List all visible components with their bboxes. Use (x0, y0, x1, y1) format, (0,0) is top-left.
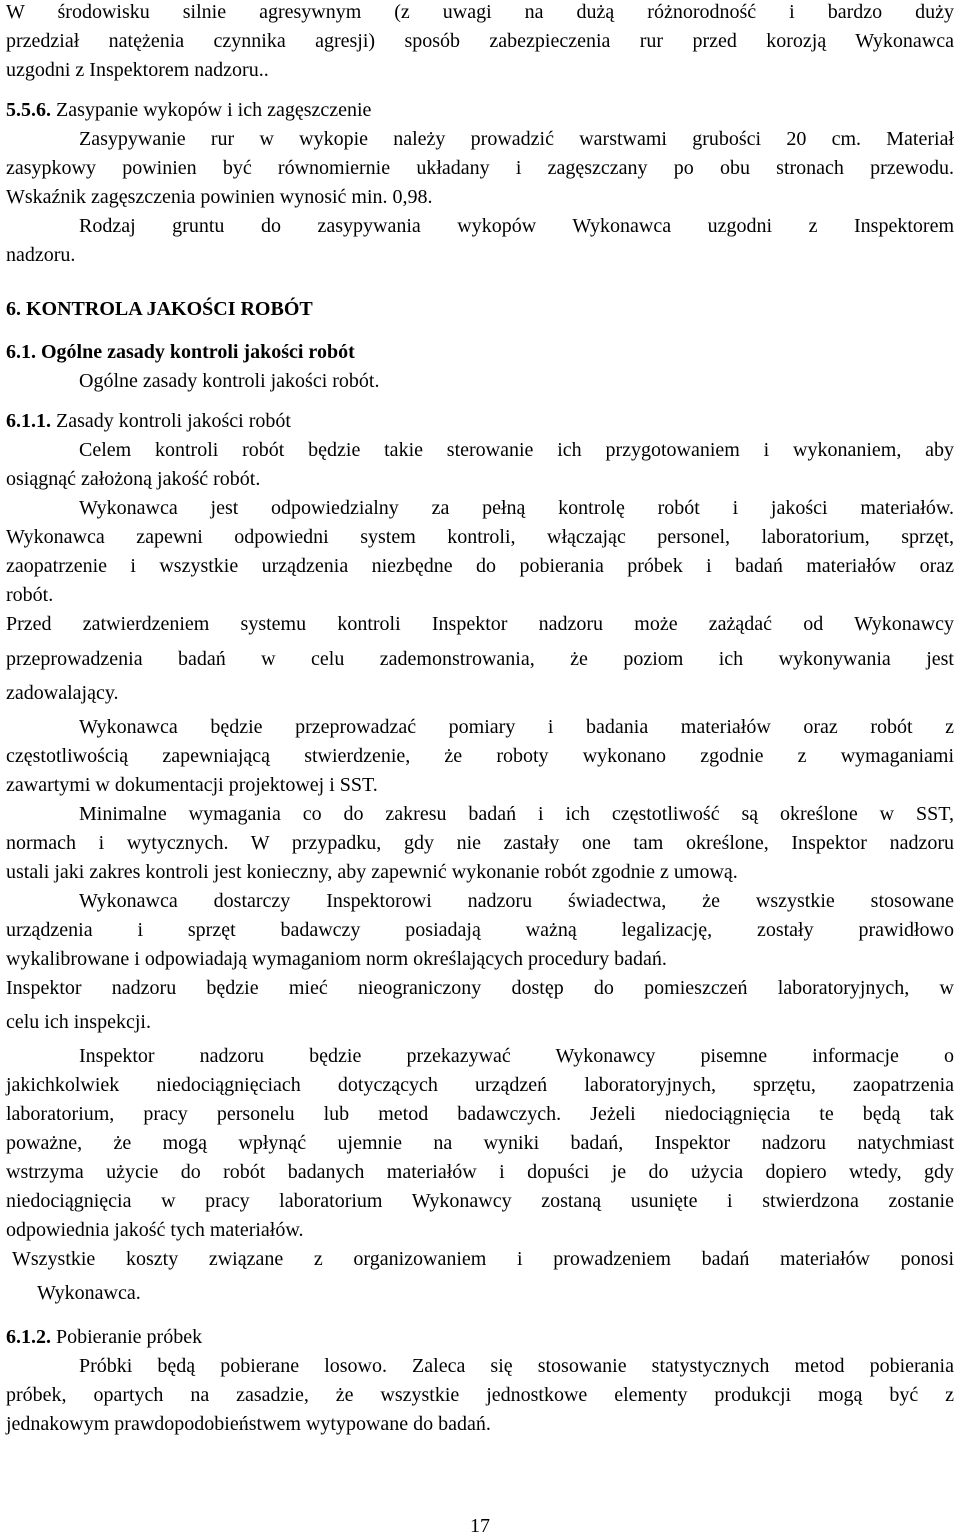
text-line: wstrzyma użycie do robót badanych materiałów i dopuści je do użycia dopiero wtedy, gdy (6, 1161, 954, 1183)
section-number: 6.1.1. (6, 410, 51, 432)
text-line: urządzenia i sprzęt badawczy posiadają ważną legalizację, zostały prawidłowo (6, 919, 954, 941)
text-line: zaopatrzenie i wszystkie urządzenia niezbędne do pobierania próbek i badań materiałów oraz (6, 555, 954, 577)
text-line: zasypkowy powinien być równomiernie układany i zagęszczany po obu stronach przewodu. (6, 157, 954, 179)
text-line: jednakowym prawdopodobieństwem wytypowane do badań. (6, 1413, 491, 1435)
text-line: laboratorium, pracy personelu lub metod badawczych. Jeżeli niedociągnięcia te będą tak (6, 1103, 954, 1125)
text-line: Wykonawca będzie przeprowadzać pomiary i badania materiałów oraz robót z (79, 716, 954, 738)
text-line: poważne, że mogą wpłynąć ujemnie na wyniki badań, Inspektor nadzoru natychmiast (6, 1132, 954, 1154)
section-heading (6, 409, 291, 433)
section-number: 5.5.6. (6, 99, 51, 121)
section-title: Pobieranie próbek (56, 1326, 203, 1348)
section-heading (6, 1325, 202, 1349)
chapter-heading: 6. KONTROLA JAKOŚCI ROBÓT (6, 298, 313, 320)
text-line: Wykonawca. (37, 1282, 141, 1304)
section-heading (6, 98, 371, 122)
text-line: Wykonawca dostarczy Inspektorowi nadzoru świadectwa, że wszystkie stosowane (79, 890, 954, 912)
section-title: Zasypanie wykopów i ich zagęszczenie (56, 99, 372, 121)
text-line: Wykonawca jest odpowiedzialny za pełną kontrolę robót i jakości materiałów. (79, 497, 954, 519)
text-line: wykalibrowane i odpowiadają wymaganiom norm określających procedury badań. (6, 948, 667, 970)
page-number: 17 (470, 1515, 490, 1537)
text-line: niedociągnięcia w pracy laboratorium Wykonawcy zostaną usunięte i stwierdzona zostanie (6, 1190, 954, 1212)
text-line: przedział natężenia czynnika agresji) sposób zabezpieczenia rur przed korozją Wykonawca (6, 30, 954, 52)
text-line: odpowiednia jakość tych materiałów. (6, 1219, 304, 1241)
text-line: Inspektor nadzoru będzie mieć nieograniczony dostęp do pomieszczeń laboratoryjnych, w (6, 977, 954, 999)
text-line: Przed zatwierdzeniem systemu kontroli Inspektor nadzoru może zażądać od Wykonawcy (6, 613, 954, 635)
text-line: osiągnąć założoną jakość robót. (6, 468, 261, 490)
section-heading: 6.1. Ogólne zasady kontroli jakości robót (6, 341, 355, 363)
text-line: częstotliwością zapewniającą stwierdzenie, że roboty wykonano zgodnie z wymaganiami (6, 745, 954, 767)
text-line: normach i wytycznych. W przypadku, gdy nie zastały one tam określone, Inspektor nadzoru (6, 832, 954, 854)
section-title: Zasady kontroli jakości robót (56, 410, 291, 432)
section-number: 6.1.2. (6, 1326, 51, 1348)
text-line: zawartymi w dokumentacji projektowej i SST. (6, 774, 378, 796)
text-line: przeprowadzenia badań w celu zademonstrowania, że poziom ich wykonywania jest (6, 648, 954, 670)
text-line: Zasypywanie rur w wykopie należy prowadzić warstwami grubości 20 cm. Materiał (79, 128, 954, 150)
text-line: zadowalający. (6, 682, 119, 704)
text-line: Inspektor nadzoru będzie przekazywać Wykonawcy pisemne informacje o (79, 1045, 954, 1067)
text-line: próbek, opartych na zasadzie, że wszystkie jednostkowe elementy produkcji mogą być z (6, 1384, 954, 1406)
text-line: celu ich inspekcji. (6, 1011, 151, 1033)
text-line: jakichkolwiek niedociągnięciach dotyczących urządzeń laboratoryjnych, sprzętu, zaopatrzenia (6, 1074, 954, 1096)
text-line: W środowisku silnie agresywnym (z uwagi na dużą różnorodność i bardzo duży (6, 1, 954, 23)
text-line: Próbki będą pobierane losowo. Zaleca się stosowanie statystycznych metod pobierania (79, 1355, 954, 1377)
text-line: Celem kontroli robót będzie takie sterowanie ich przygotowaniem i wykonaniem, aby (79, 439, 954, 461)
text-line: Wskaźnik zagęszczenia powinien wynosić min. 0,98. (6, 186, 433, 208)
text-line: robót. (6, 584, 54, 606)
text-line: Ogólne zasady kontroli jakości robót. (79, 370, 380, 392)
text-line: Minimalne wymagania co do zakresu badań i ich częstotliwość są określone w SST, (79, 803, 954, 825)
text-line: Wykonawca zapewni odpowiedni system kontroli, włączając personel, laboratorium, sprzęt, (6, 526, 954, 548)
text-line: nadzoru. (6, 244, 76, 266)
text-line: uzgodni z Inspektorem nadzoru.. (6, 59, 269, 81)
text-line: ustali jaki zakres kontroli jest konieczny, aby zapewnić wykonanie robót zgodnie z umową. (6, 861, 738, 883)
text-line: Wszystkie koszty związane z organizowaniem i prowadzeniem badań materiałów ponosi (12, 1248, 954, 1270)
text-line: Rodzaj gruntu do zasypywania wykopów Wykonawca uzgodni z Inspektorem (79, 215, 954, 237)
